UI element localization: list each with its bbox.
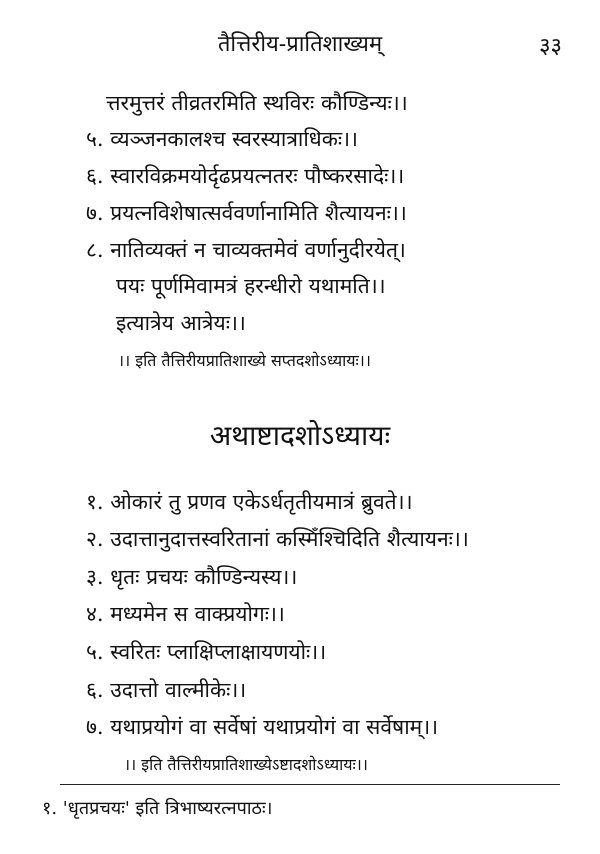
page-number: ३३ (539, 34, 562, 59)
verse-line: पयः पूर्णमिवामत्रं हरन्धीरो यथामति।। (116, 274, 386, 298)
footnote: १. 'धृतप्रचयः' इति त्रिभाष्यरत्नपाठः। (42, 798, 273, 819)
footnote-divider (60, 784, 560, 785)
sutra-line: ३. धृतः प्रचयः कौण्डिन्यस्य।। (86, 565, 298, 589)
chapter-heading: अथाष्टादशोऽध्यायः (209, 419, 391, 452)
chapter-colophon: ।। इति तैत्तिरीयप्रातिशाख्येऽष्टादशोऽध्यायः।। (124, 755, 368, 774)
sutra-line: ८. नातिव्यक्तं न चाव्यक्तमेवं वर्णानुदीरयेत्। (86, 238, 406, 262)
verse-continuation-line: त्तरमुत्तरं तीव्रतरमिति स्थविरः कौण्डिन्यः।। (106, 91, 408, 115)
sutra-line: ६. स्वारविक्रमयोर्दृढप्रयत्नतरः पौष्करसादेः।। (86, 164, 405, 188)
verse-line: इत्यात्रेय आत्रेयः।। (116, 311, 246, 335)
sutra-line: ७. प्रयत्नविशेषात्सर्ववर्णानामिति शैत्यायनः।। (86, 201, 407, 225)
running-header-title: तैत्तिरीय-प्रातिशाख्यम् (217, 32, 383, 57)
sutra-line: ६. उदात्तो वाल्मीकेः।। (86, 678, 247, 702)
sutra-line: २. उदात्तानुदात्तस्वरितानां कस्मिँश्चिदिति शैत्यायनः।। (86, 527, 469, 551)
sutra-line: ७. यथाप्रयोगं वा सर्वेषां यथाप्रयोगं वा सर्वेषाम्।। (86, 715, 439, 739)
sutra-line: १. ओकारं तु प्रणव एकेऽर्धतृतीयमात्रं ब्रुवते।। (86, 490, 413, 514)
sutra-line: ४. मध्यमेन स वाक्प्रयोगः।। (86, 602, 285, 626)
chapter-colophon: ।। इति तैत्तिरीयप्रातिशाख्ये सप्तदशोऽध्यायः।। (118, 351, 371, 370)
sutra-line: ५. स्वरितः प्लाक्षिप्लाक्षायणयोः।। (86, 640, 327, 664)
sutra-line: ५. व्यञ्जनकालश्च स्वरस्यात्राधिकः।। (86, 127, 359, 151)
